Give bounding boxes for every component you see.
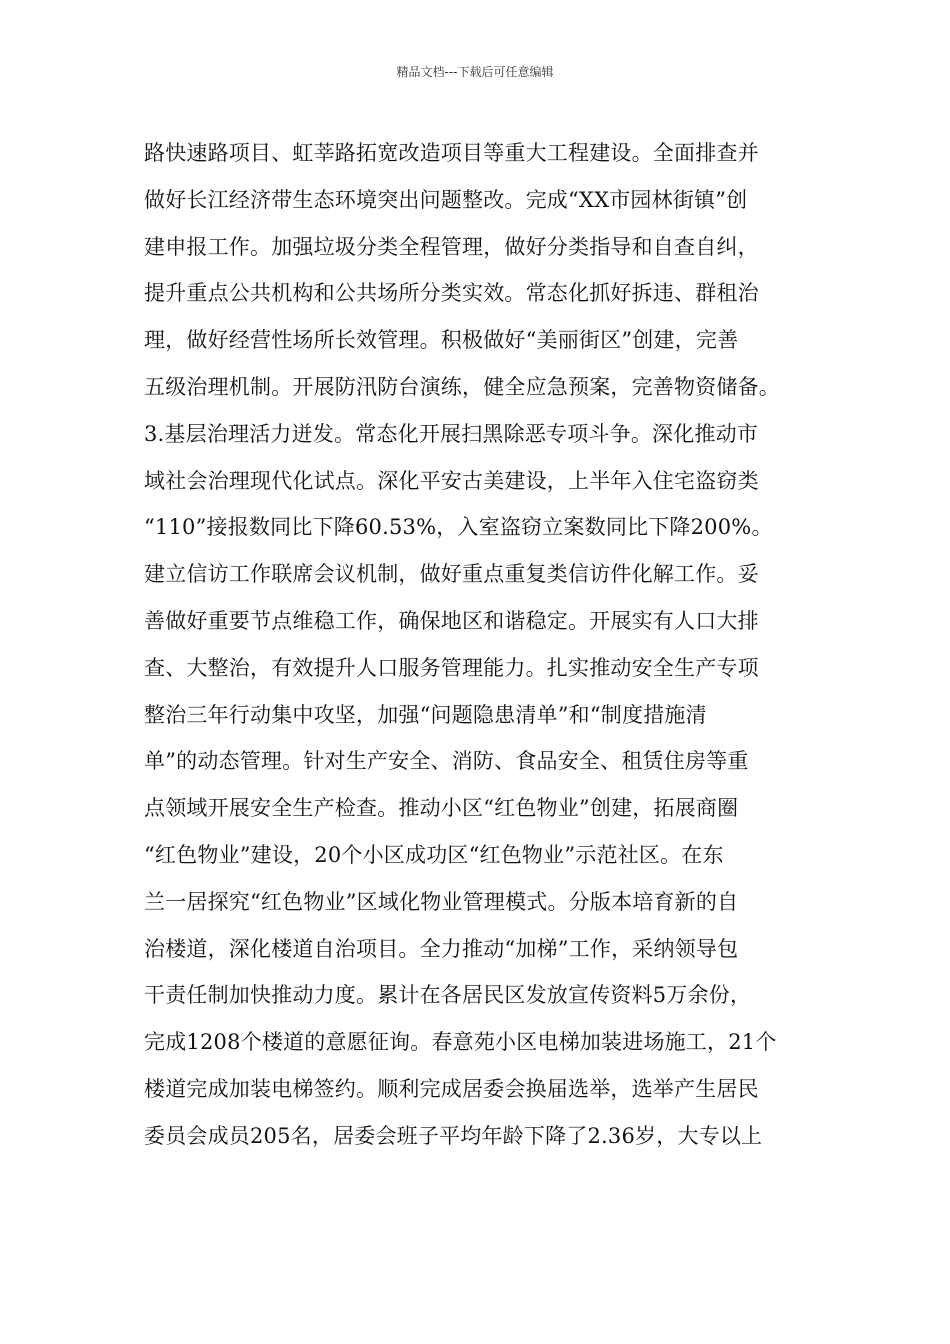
text-line: 建立信访工作联席会议机制，做好重点重复类信访件化解工作。妥	[144, 562, 759, 587]
text-line: “110”接报数同比下降60.53%，入室盗窃立案数同比下降200%。	[144, 515, 773, 540]
text-line: 单”的动态管理。针对生产安全、消防、食品安全、租赁住房等重	[144, 749, 749, 774]
text-line: 五级治理机制。开展防汛防台演练，健全应急预案，完善物资储备。	[144, 374, 780, 399]
text-line: 点领域开展安全生产检查。推动小区“红色物业”创建，拓展商圈	[144, 796, 739, 821]
text-line: 治楼道，深化楼道自治项目。全力推动“加梯”工作，采纳领导包	[144, 936, 739, 961]
page-header: 精品文档---下载后可任意编辑	[396, 65, 554, 79]
text-line: 3.基层治理活力迸发。常态化开展扫黑除恶专项斗争。深化推动市	[144, 421, 759, 446]
text-line: 建申报工作。加强垃圾分类全程管理，做好分类指导和自查自纠，	[144, 234, 759, 259]
text-line: 整治三年行动集中攻坚，加强“问题隐患清单”和“制度措施清	[144, 702, 707, 727]
text-line: 查、大整治，有效提升人口服务管理能力。扎实推动安全生产专项	[144, 655, 759, 680]
text-line: 域社会治理现代化试点。深化平安古美建设，上半年入住宅盗窃类	[144, 468, 759, 493]
text-line: 路快速路项目、虹莘路拓宽改造项目等重大工程建设。全面排查并	[144, 141, 759, 165]
text-line: 提升重点公共机构和公共场所分类实效。常态化抓好拆违、群租治	[144, 281, 759, 306]
text-line: 兰一居探究“红色物业”区域化物业管理模式。分版本培育新的自	[144, 889, 739, 914]
text-line: 楼道完成加装电梯签约。顺利完成居委会换届选举，选举产生居民	[144, 1076, 759, 1101]
document-body	[144, 130, 834, 1160]
text-line: 做好长江经济带生态环境突出问题整改。完成“XX市园林街镇”创	[144, 187, 748, 212]
text-line: 委员会成员205名，居委会班子平均年龄下降了2.36岁，大专以上	[144, 1123, 763, 1148]
text-line: 理，做好经营性场所长效管理。积极做好“美丽街区”创建，完善	[144, 328, 739, 353]
text-line: “红色物业”建设，20个小区成功区“红色物业”示范社区。在东	[144, 842, 724, 867]
text-line: 善做好重要节点维稳工作，确保地区和谐稳定。开展实有人口大排	[144, 608, 759, 633]
text-line: 干责任制加快推动力度。累计在各居民区发放宣传资料5万余份，	[144, 983, 752, 1008]
text-line: 完成1208个楼道的意愿征询。春意苑小区电梯加装进场施工，21个	[144, 1030, 777, 1055]
